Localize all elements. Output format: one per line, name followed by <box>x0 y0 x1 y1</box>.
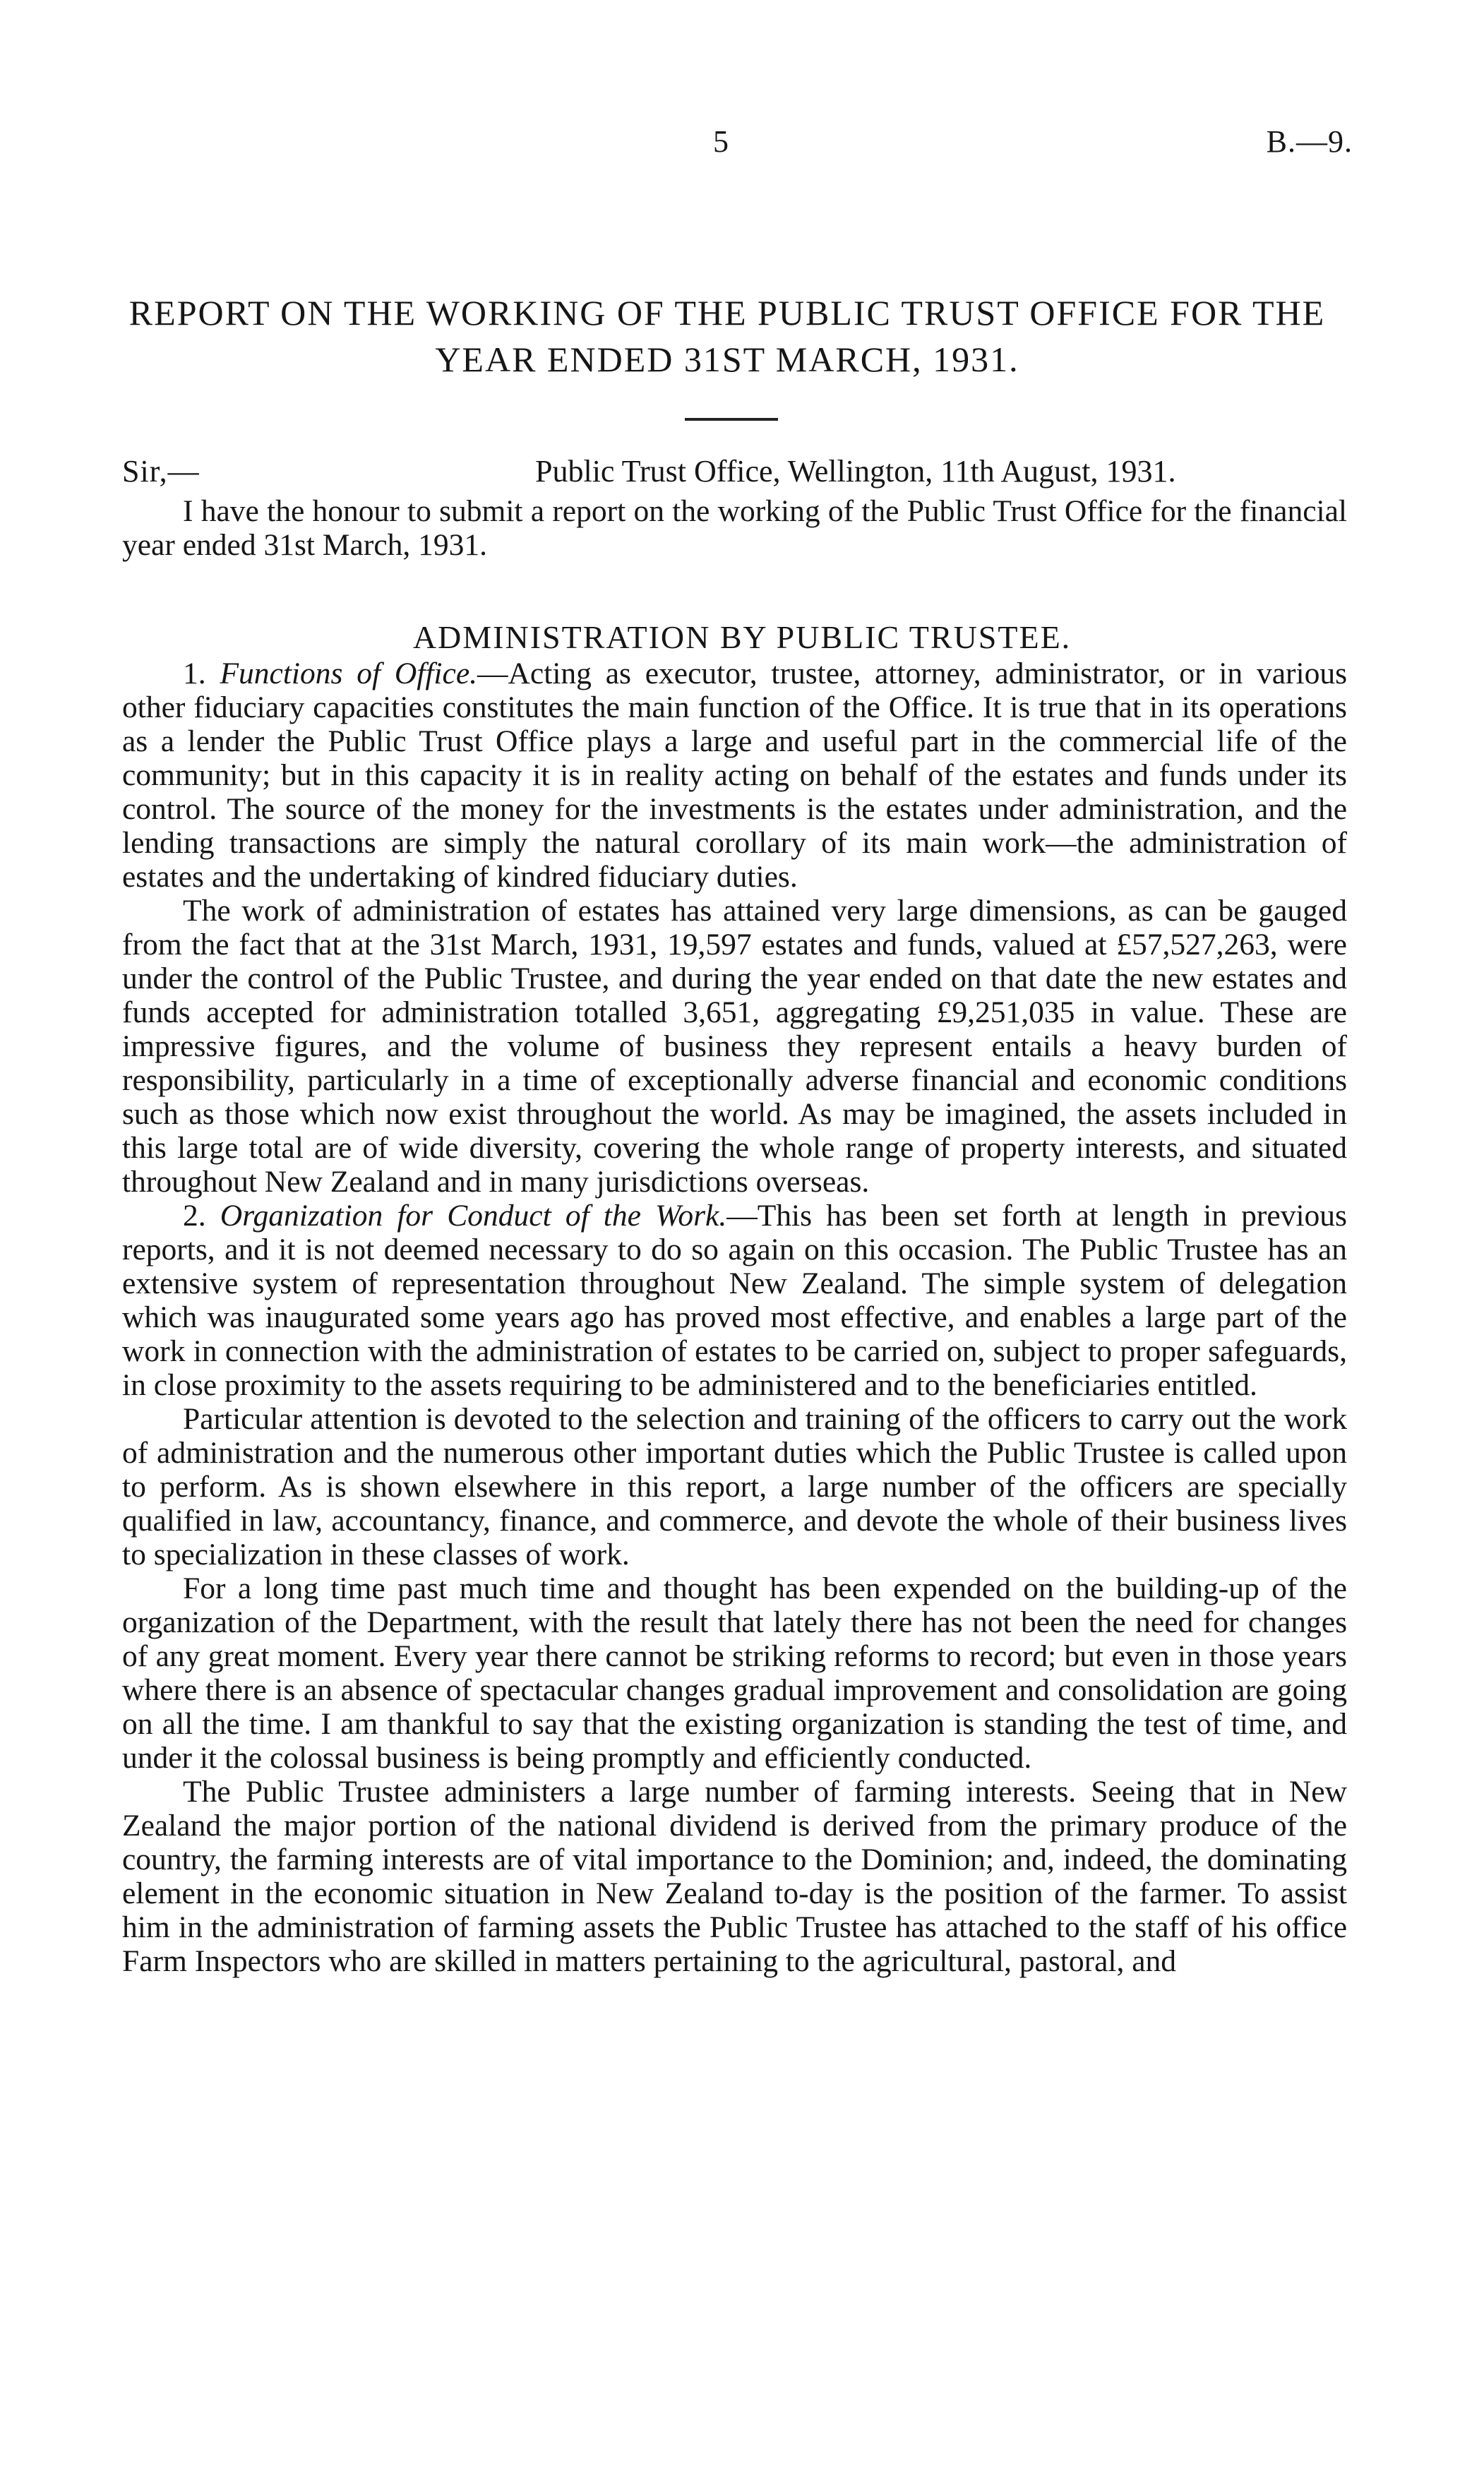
paragraph-organization-building: For a long time past much time and thought has been expended on the building-up of the organization of the Department, with the result that lately there has not been the need for changes of any great moment. Every year there cannot be striking reforms to record; but even in those years where there is an absence of spectacular changes gradual improvement and consolidation are going on all the time. I am thankful to say that the existing organization is standing the test of time, and under it the colossal business is being promptly and efficiently conducted. <box>122 1571 1347 1775</box>
paragraph-farming-interests: The Public Trustee administers a large number of farming interests. Seeing that in New Zealand the major portion of the national dividend is derived from the primary produce of the country, the farming interests are of vital importance to the Dominion; and, indeed, the dominating element in the economic situation in New Zealand to-day is the position of the farmer. To assist him in the administration of farming assets the Public Trustee has attached to the staff of his office Farm Inspectors who are skilled in matters pertaining to the agricultural, pastoral, and <box>122 1775 1347 1978</box>
report-title: REPORT ON THE WORKING OF THE PUBLIC TRUST OFFICE FOR THE YEAR ENDED 31ST MARCH, 1931. <box>128 293 1326 379</box>
paragraph-organization <box>122 1199 1347 1402</box>
letter-head <box>122 453 1347 496</box>
paragraph-functions-of-office <box>122 657 1347 894</box>
section-heading: ADMINISTRATION BY PUBLIC TRUSTEE. <box>412 619 1072 655</box>
paragraph-officer-training: Particular attention is devoted to the selection and training of the officers to carry out the work of administration and the numerous other important duties which the Public Trustee is called upon to perform. As is shown elsewhere in this report, a large number of the officers are specially qualified in law, accountancy, finance, and commerce, and devote the whole of their business lives to specialization in these classes of work. <box>122 1402 1347 1571</box>
document-reference: B.—9. <box>1266 124 1353 159</box>
page-number: 5 <box>713 124 729 159</box>
paragraph-text: —Acting as executor, trustee, attorney, administrator, or in various other fiduciary capacities constitutes the main function of the Office. It is true that in its operations as a lender the Public Trust Office plays a large and useful part in the commercial life of the community; but in this capacity it is in reality acting on behalf of the estates and funds under its control. The source of the money for the investments is the estates under administration, and the lending transactions are simply the natural corollary of its main work—the administration of estates and the undertaking of kindred fiduciary duties. <box>122 657 1348 894</box>
page-header <box>0 124 1484 166</box>
sender-address-date: Public Trust Office, Wellington, 11th August, 1931. <box>535 454 1176 489</box>
opening-paragraph: I have the honour to submit a report on the working of the Public Trust Office for the financial year ended 31st March, 1931. <box>122 494 1347 562</box>
paragraph-heading: Organization for Conduct of the Work. <box>220 1199 727 1233</box>
title-divider <box>685 418 778 421</box>
paragraph-number: 1. <box>183 657 206 690</box>
letter-opening <box>122 494 1347 562</box>
paragraph-number: 2. <box>183 1199 206 1233</box>
paragraph-text: —This has been set forth at length in previous reports, and it is not deemed necessary to do so again on this occasion. The Public Trustee has an extensive system of representation throughout New Zealand. The simple system of delegation which was inaugurated some years ago has proved most effective, and enables a large part of the work in connection with the administration of estates to be carried on, subject to proper safeguards, in close proximity to the assets requiring to be administered and to the beneficiaries entitled. <box>122 1199 1347 1402</box>
salutation: Sir,— <box>122 454 200 489</box>
paragraph-administration-scale: The work of administration of estates has attained very large dimensions, as can be gauged from the fact that at the 31st March, 1931, 19,597 estates and funds, valued at £57,527,263, were under the control of the Public Trustee, and during the year ended on that date the new estates and funds accepted for administration totalled 3,651, aggregating £9,251,035 in value. These are impressive figures, and the volume of business they represent entails a heavy burden of responsibility, particularly in a time of exceptionally adverse financial and economic conditions such as those which now exist throughout the world. As may be imagined, the assets included in this large total are of wide diversity, covering the whole range of property interests, and situated throughout New Zealand and in many jurisdictions overseas. <box>122 894 1347 1199</box>
paragraph-heading: Functions of Office. <box>220 657 478 690</box>
section-body <box>122 657 1347 1978</box>
